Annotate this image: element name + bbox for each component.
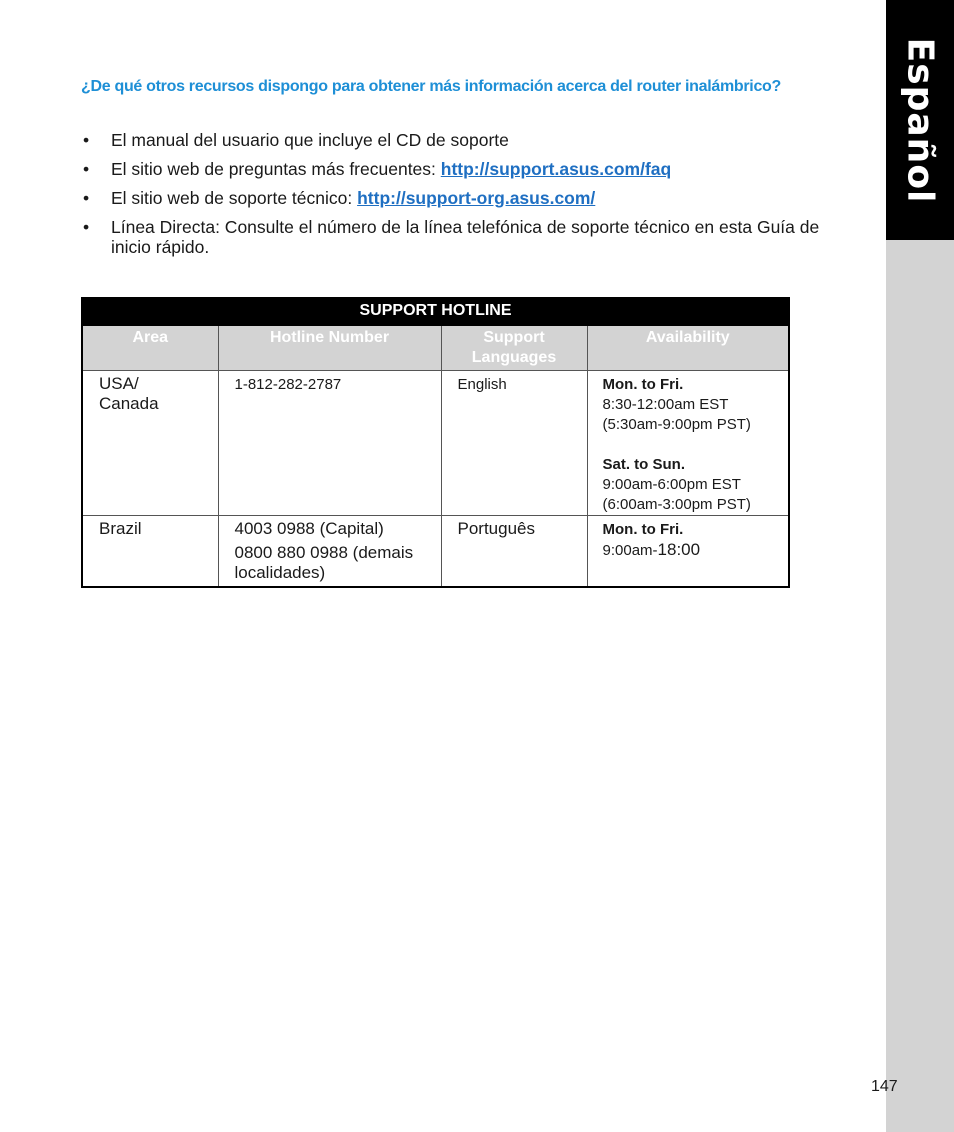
language-label: Español — [899, 37, 941, 203]
weekday-hours-est: 8:30-12:00am EST — [602, 396, 729, 413]
availability-cell — [587, 516, 789, 588]
list-item — [81, 217, 826, 257]
table-title: SUPPORT HOTLINE — [82, 298, 789, 326]
support-link[interactable]: http://support-org.asus.com/ — [357, 188, 596, 208]
hotline-number-other: 0800 880 0988 (demais localidades) — [234, 543, 414, 582]
bullet-icon: • — [83, 159, 90, 179]
weekday-hours-pst: (5:30am-9:00pm PST) — [602, 416, 751, 433]
list-item-text: Línea Directa: Consulte el número de la línea telefónica de soporte técnico en esta Guía de inicio rápido. — [111, 217, 820, 257]
table-header-row — [82, 326, 789, 371]
language-value: Português — [457, 519, 535, 538]
page-number: 147 — [871, 1078, 898, 1095]
weekend-hours-est: 9:00am-6:00pm EST — [602, 476, 741, 493]
list-item-text: El manual del usuario que incluye el CD de soporte — [111, 130, 509, 150]
weekday-label: Mon. to Fri. — [602, 521, 684, 538]
weekday-label: Mon. to Fri. — [602, 376, 684, 393]
weekend-hours-pst: (6:00am-3:00pm PST) — [602, 496, 751, 513]
language-value: English — [457, 376, 507, 393]
list-item-text: El sitio web de soporte técnico: — [111, 188, 358, 208]
header-support-languages: Support Languages — [441, 326, 587, 371]
resource-list — [81, 130, 826, 266]
hours-start: 9:00am- — [602, 542, 658, 559]
availability-cell — [587, 371, 789, 516]
table-title-row — [82, 298, 789, 326]
list-item — [81, 188, 826, 208]
header-hotline-number: Hotline Number — [218, 326, 441, 371]
header-availability: Availability — [587, 326, 789, 371]
area-value: Brazil — [99, 519, 142, 538]
number-cell — [218, 516, 441, 588]
hotline-number-value: 1-812-282-2787 — [234, 376, 342, 393]
faq-link[interactable]: http://support.asus.com/faq — [440, 159, 672, 179]
area-cell — [82, 516, 218, 588]
list-item — [81, 130, 826, 150]
table-row — [82, 516, 789, 588]
header-area: Area — [82, 326, 218, 371]
hotline-number-capital: 4003 0988 (Capital) — [234, 519, 384, 538]
weekday-hours — [603, 540, 783, 561]
bullet-icon: • — [83, 188, 90, 208]
table-row — [82, 371, 789, 516]
list-item-text: El sitio web de preguntas más frecuentes: — [111, 159, 441, 179]
language-cell — [441, 516, 587, 588]
spacer — [603, 435, 783, 455]
area-cell — [82, 371, 218, 516]
language-cell — [441, 371, 587, 516]
bullet-icon: • — [83, 217, 90, 237]
bullet-icon: • — [83, 130, 90, 150]
number-cell — [218, 371, 441, 516]
hours-end: 18:00 — [657, 540, 701, 559]
list-item — [81, 159, 826, 179]
support-hotline-table — [81, 297, 790, 588]
area-value: USA/ Canada — [99, 374, 159, 413]
language-tab — [886, 0, 954, 240]
weekend-label: Sat. to Sun. — [602, 456, 685, 473]
faq-question: ¿De qué otros recursos dispongo para obtener más información acerca del router inalámbrico? — [81, 78, 781, 95]
